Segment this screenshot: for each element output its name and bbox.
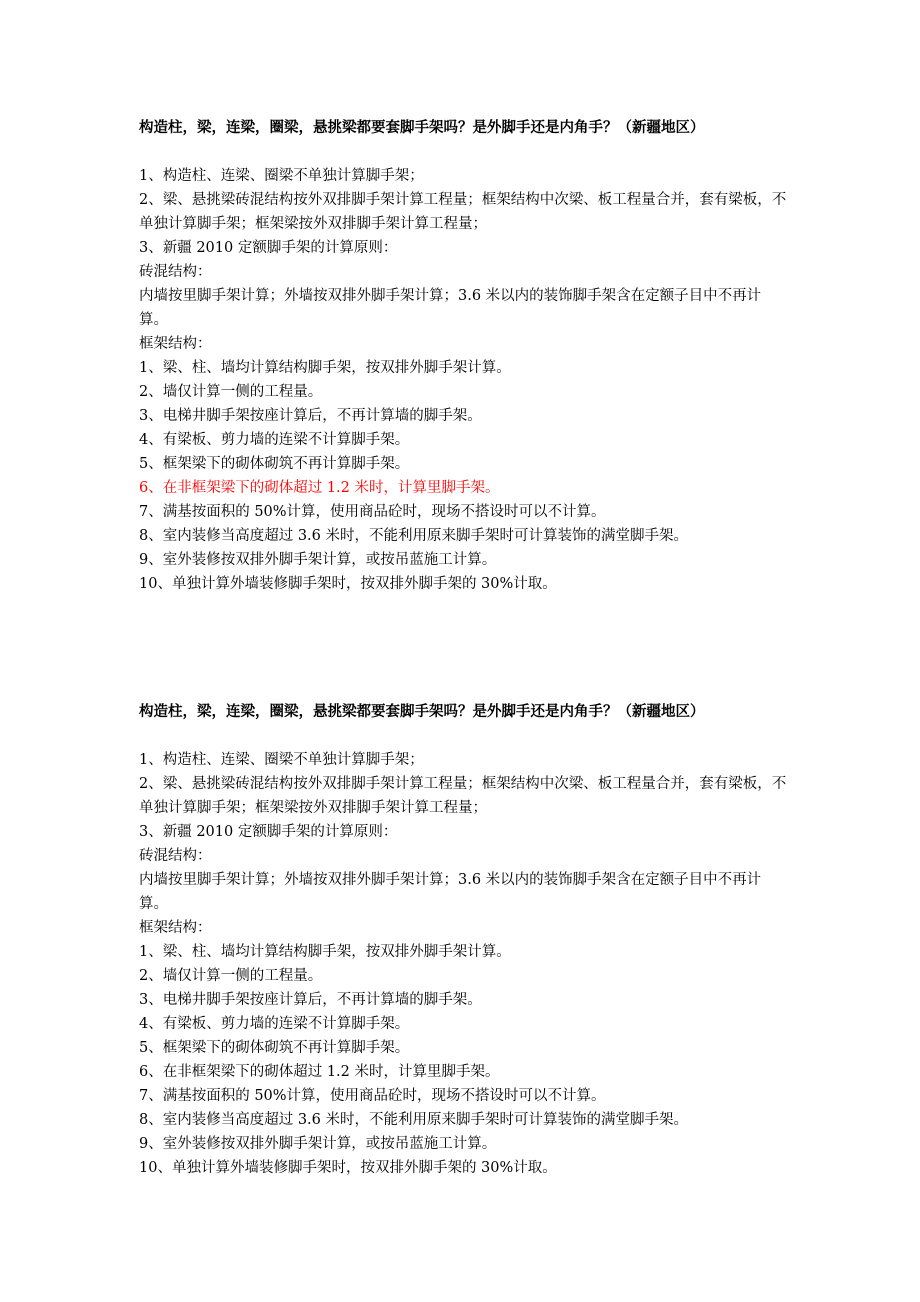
paragraph-line: 2、梁、悬挑梁砖混结构按外双排脚手架计算工程量；框架结构中次梁、板工程量合并，套有梁板，不单独计算脚手架；框架梁按外双排脚手架计算工程量； bbox=[139, 776, 787, 816]
paragraph-line: 砖混结构： bbox=[139, 264, 212, 280]
paragraph-line: 2、墙仅计算一侧的工程量。 bbox=[139, 384, 323, 400]
paragraph-line: 1、构造柱、连梁、圈梁不单独计算脚手架； bbox=[139, 168, 424, 184]
paragraph-line: 8、室内装修当高度超过 3.6 米时，不能利用原来脚手架时可计算装饰的满堂脚手架。 bbox=[139, 528, 689, 544]
paragraph-line: 3、电梯井脚手架按座计算后，不再计算墙的脚手架。 bbox=[139, 408, 482, 424]
paragraph-line: 砖混结构： bbox=[139, 848, 212, 864]
paragraph-line: 1、梁、柱、墙均计算结构脚手架，按双排外脚手架计算。 bbox=[139, 360, 511, 376]
paragraph-line: 10、单独计算外墙装修脚手架时，按双排外脚手架的 30%计取。 bbox=[139, 576, 557, 592]
paragraph-line: 4、有梁板、剪力墙的连梁不计算脚手架。 bbox=[139, 1016, 410, 1032]
section-title: 构造柱，梁，连梁，圈梁，悬挑梁都要套脚手架吗？是外脚手还是内角手？（新疆地区） bbox=[139, 703, 705, 720]
paragraph-line: 7、满基按面积的 50%计算，使用商品砼时，现场不搭设时可以不计算。 bbox=[139, 1088, 606, 1104]
paragraph-line: 框架结构： bbox=[139, 920, 212, 936]
paragraph-line: 8、室内装修当高度超过 3.6 米时，不能利用原来脚手架时可计算装饰的满堂脚手架。 bbox=[139, 1112, 689, 1128]
paragraph-line: 2、墙仅计算一侧的工程量。 bbox=[139, 968, 323, 984]
paragraph-line: 内墙按里脚手架计算；外墙按双排外脚手架计算；3.6 米以内的装饰脚手架含在定额子目中不再计算。 bbox=[139, 288, 762, 328]
section-first bbox=[139, 116, 789, 596]
paragraph-line: 3、新疆 2010 定额脚手架的计算原则： bbox=[139, 240, 398, 256]
paragraph-line: 内墙按里脚手架计算；外墙按双排外脚手架计算；3.6 米以内的装饰脚手架含在定额子目中不再计算。 bbox=[139, 872, 762, 912]
section-second bbox=[139, 700, 789, 1180]
section-title: 构造柱，梁，连梁，圈梁，悬挑梁都要套脚手架吗？是外脚手还是内角手？（新疆地区） bbox=[139, 119, 705, 136]
highlighted-paragraph-line: 6、在非框架梁下的砌体超过 1.2 米时，计算里脚手架。 bbox=[139, 480, 500, 496]
paragraph-line: 2、梁、悬挑梁砖混结构按外双排脚手架计算工程量；框架结构中次梁、板工程量合并，套有梁板，不单独计算脚手架；框架梁按外双排脚手架计算工程量； bbox=[139, 192, 787, 232]
paragraph-line: 6、在非框架梁下的砌体超过 1.2 米时，计算里脚手架。 bbox=[139, 1064, 500, 1080]
paragraph-line: 1、构造柱、连梁、圈梁不单独计算脚手架； bbox=[139, 752, 424, 768]
paragraph-line: 10、单独计算外墙装修脚手架时，按双排外脚手架的 30%计取。 bbox=[139, 1160, 557, 1176]
paragraph-line: 3、电梯井脚手架按座计算后，不再计算墙的脚手架。 bbox=[139, 992, 482, 1008]
paragraph-line: 7、满基按面积的 50%计算，使用商品砼时，现场不搭设时可以不计算。 bbox=[139, 504, 606, 520]
paragraph-line: 框架结构： bbox=[139, 336, 212, 352]
paragraph-line: 1、梁、柱、墙均计算结构脚手架，按双排外脚手架计算。 bbox=[139, 944, 511, 960]
paragraph-line: 9、室外装修按双排外脚手架计算，或按吊蓝施工计算。 bbox=[139, 552, 497, 568]
paragraph-line: 4、有梁板、剪力墙的连梁不计算脚手架。 bbox=[139, 432, 410, 448]
paragraph-line: 9、室外装修按双排外脚手架计算，或按吊蓝施工计算。 bbox=[139, 1136, 497, 1152]
paragraph-line: 3、新疆 2010 定额脚手架的计算原则： bbox=[139, 824, 398, 840]
paragraph-line: 5、框架梁下的砌体砌筑不再计算脚手架。 bbox=[139, 1040, 410, 1056]
paragraph-line: 5、框架梁下的砌体砌筑不再计算脚手架。 bbox=[139, 456, 410, 472]
